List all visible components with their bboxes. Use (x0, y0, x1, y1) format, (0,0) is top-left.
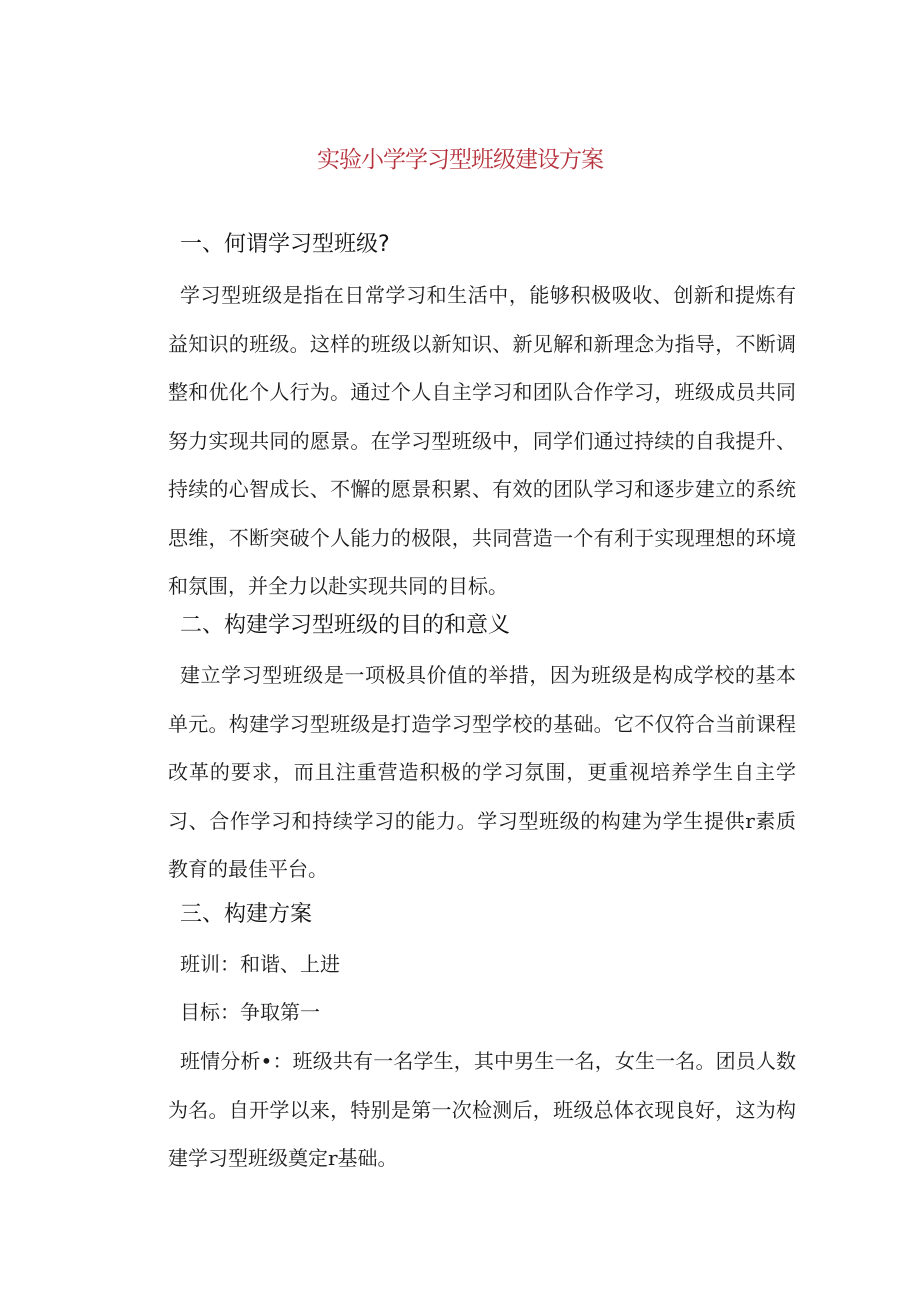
class-goal: 目标：争取第一 (180, 1000, 320, 1024)
section-paragraph-1: 学习型班级是指在日常学习和生活中，能够积极吸收、创新和提炼有益知识的班级。这样的班级以新知识、新见解和新理念为指导，不断调整和优化个人行为。通过个人自主学习和团队合作学习，班级成员共同努力实现共同的愿景。在学习型班级中，同学们通过持续的自我提升、持续的心智成长、不懈的愿景积累、有效的团队学习和逐步建立的系统思维，不断突破个人能力的极限，共同营造一个有利于实现理想的环境和氛围，并全力以赴实现共同的目标。 (168, 283, 796, 598)
section-paragraph-2: 建立学习型班级是一项极具价值的举措，因为班级是构成学校的基本单元。构建学习型班级是打造学习型学校的基础。它不仅符合当前课程改革的要求，而且注重营造积极的学习氛围，更重视培养学生自主学习、合作学习和持续学习的能力。学习型班级的构建为学生提供r素质教育的最佳平台。 (168, 663, 796, 881)
document-title: 实验小学学习型班级建设方案 (317, 147, 603, 173)
section-heading-1: 一、何谓学习型班级? (180, 232, 390, 257)
class-analysis-paragraph: 班情分析•：班级共有一名学生，其中男生一名，女生一名。团员人数为名。自开学以来，特别是第一次检测后，班级总体衣现良好，这为构建学习型班级奠定r基础。 (168, 1049, 796, 1170)
section-heading-3: 三、构建方案 (180, 902, 313, 927)
class-motto: 班训：和谐、上进 (180, 952, 340, 976)
section-heading-2: 二、构建学习型班级的目的和意义 (180, 613, 511, 638)
